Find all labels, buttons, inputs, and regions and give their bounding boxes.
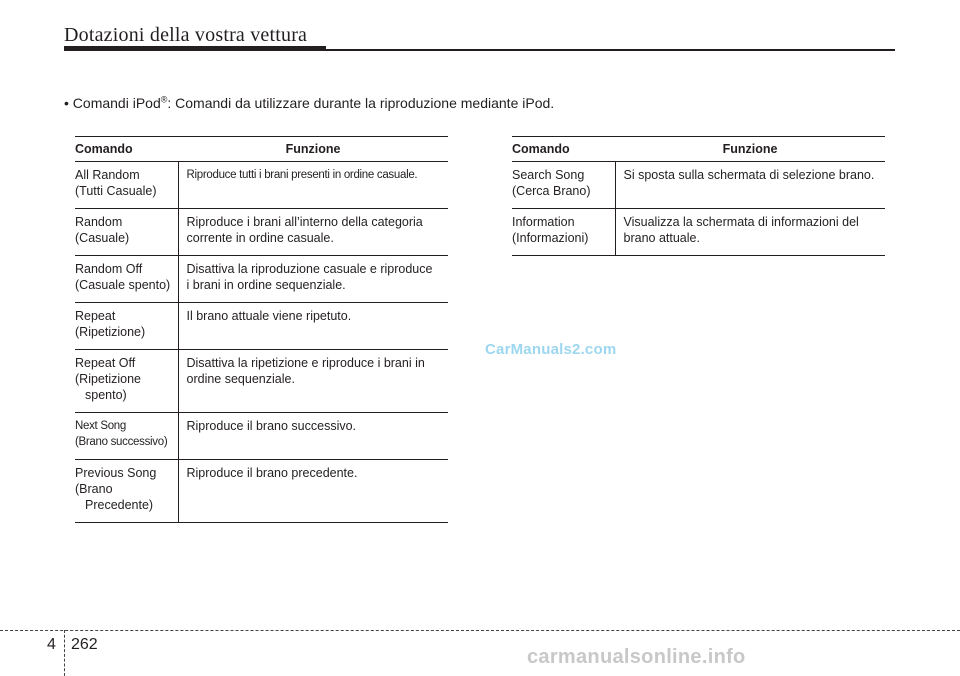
- command-cell: [512, 162, 615, 209]
- table-row: [75, 209, 448, 256]
- function-text: Il brano attuale viene ripetuto.: [186, 309, 352, 323]
- command-translation: (Brano successivo): [75, 436, 168, 448]
- intro-line: [64, 95, 554, 111]
- site-watermark: carmanualsonline.info: [527, 646, 746, 668]
- command-cell: [75, 162, 178, 209]
- command-cell: [75, 460, 178, 523]
- table-header-row: [75, 137, 448, 162]
- page-number: 262: [71, 636, 98, 653]
- registered-mark: ®: [160, 94, 168, 105]
- table-row: [75, 303, 448, 350]
- function-cell: [178, 460, 448, 523]
- command-translation: (Casuale): [75, 231, 130, 245]
- command-name: Previous Song: [75, 466, 157, 480]
- function-cell: [178, 162, 448, 209]
- command-translation: spento): [85, 388, 127, 402]
- footer-dashed-rule: [0, 630, 960, 631]
- function-cell: [178, 209, 448, 256]
- table-row: [75, 413, 448, 460]
- table-row: [75, 350, 448, 413]
- carmanuals-watermark: CarManuals2.com: [485, 341, 617, 358]
- command-translation: (Ripetizione): [75, 325, 146, 339]
- function-text: i brani in ordine sequenziale.: [186, 278, 346, 292]
- function-text: Disattiva la riproduzione casuale e riproduce: [186, 262, 433, 276]
- column-header-function: Funzione: [178, 137, 448, 162]
- header-rule-thick: [64, 46, 326, 51]
- footer-dashed-divider: [64, 630, 65, 676]
- chapter-number: 4: [47, 636, 56, 653]
- function-text: Si sposta sulla schermata di selezione brano.: [623, 168, 875, 182]
- function-cell: [178, 303, 448, 350]
- function-cell: [615, 162, 885, 209]
- function-text: Riproduce il brano precedente.: [186, 466, 358, 480]
- command-cell: [75, 350, 178, 413]
- table-header-row: [512, 137, 885, 162]
- function-text: Riproduce il brano successivo.: [186, 419, 357, 433]
- command-name: Random: [75, 215, 123, 229]
- command-name: All Random: [75, 168, 140, 182]
- ipod-commands-table-1: [75, 136, 448, 523]
- table-row: [75, 162, 448, 209]
- command-cell: [75, 209, 178, 256]
- function-text: corrente in ordine casuale.: [186, 231, 334, 245]
- command-name: Search Song: [512, 168, 585, 182]
- command-cell: [512, 209, 615, 256]
- command-name: Information: [512, 215, 575, 229]
- table-row: [512, 162, 885, 209]
- ipod-commands-table-2: [512, 136, 885, 256]
- function-text: brano attuale.: [623, 231, 700, 245]
- command-translation: (Ripetizione: [75, 372, 142, 386]
- bullet: •: [64, 95, 69, 111]
- command-cell: [75, 413, 178, 460]
- column-header-command: Comando: [512, 137, 615, 162]
- command-name: Random Off: [75, 262, 143, 276]
- command-translation: (Informazioni): [512, 231, 589, 245]
- page-header-title: Dotazioni della vostra vettura: [64, 24, 308, 46]
- function-cell: [178, 413, 448, 460]
- function-text: Visualizza la schermata di informazioni del: [623, 215, 859, 229]
- column-header-function: Funzione: [615, 137, 885, 162]
- command-translation: (Cerca Brano): [512, 184, 591, 198]
- command-translation: (Tutti Casuale): [75, 184, 157, 198]
- command-name: Next Song: [75, 420, 126, 432]
- command-translation: Precedente): [85, 498, 154, 512]
- function-text: ordine sequenziale.: [186, 372, 295, 386]
- command-translation: (Brano: [75, 482, 113, 496]
- function-cell: [615, 209, 885, 256]
- intro-text-before: Comandi iPod: [72, 95, 161, 111]
- command-name: Repeat: [75, 309, 116, 323]
- intro-text-after: : Comandi da utilizzare durante la riproduzione mediante iPod.: [167, 95, 555, 111]
- command-cell: [75, 256, 178, 303]
- function-cell: [178, 256, 448, 303]
- command-name: Repeat Off: [75, 356, 136, 370]
- header-rule-thin: [326, 49, 895, 51]
- table-row: [512, 209, 885, 256]
- column-header-command: Comando: [75, 137, 178, 162]
- table-row: [75, 256, 448, 303]
- function-text: Disattiva la ripetizione e riproduce i brani in: [186, 356, 425, 370]
- command-translation: (Casuale spento): [75, 278, 171, 292]
- function-text: Riproduce i brani all’interno della categoria: [186, 215, 423, 229]
- function-text: Riproduce tutti i brani presenti in ordine casuale.: [186, 169, 418, 181]
- table-row: [75, 460, 448, 523]
- function-cell: [178, 350, 448, 413]
- command-cell: [75, 303, 178, 350]
